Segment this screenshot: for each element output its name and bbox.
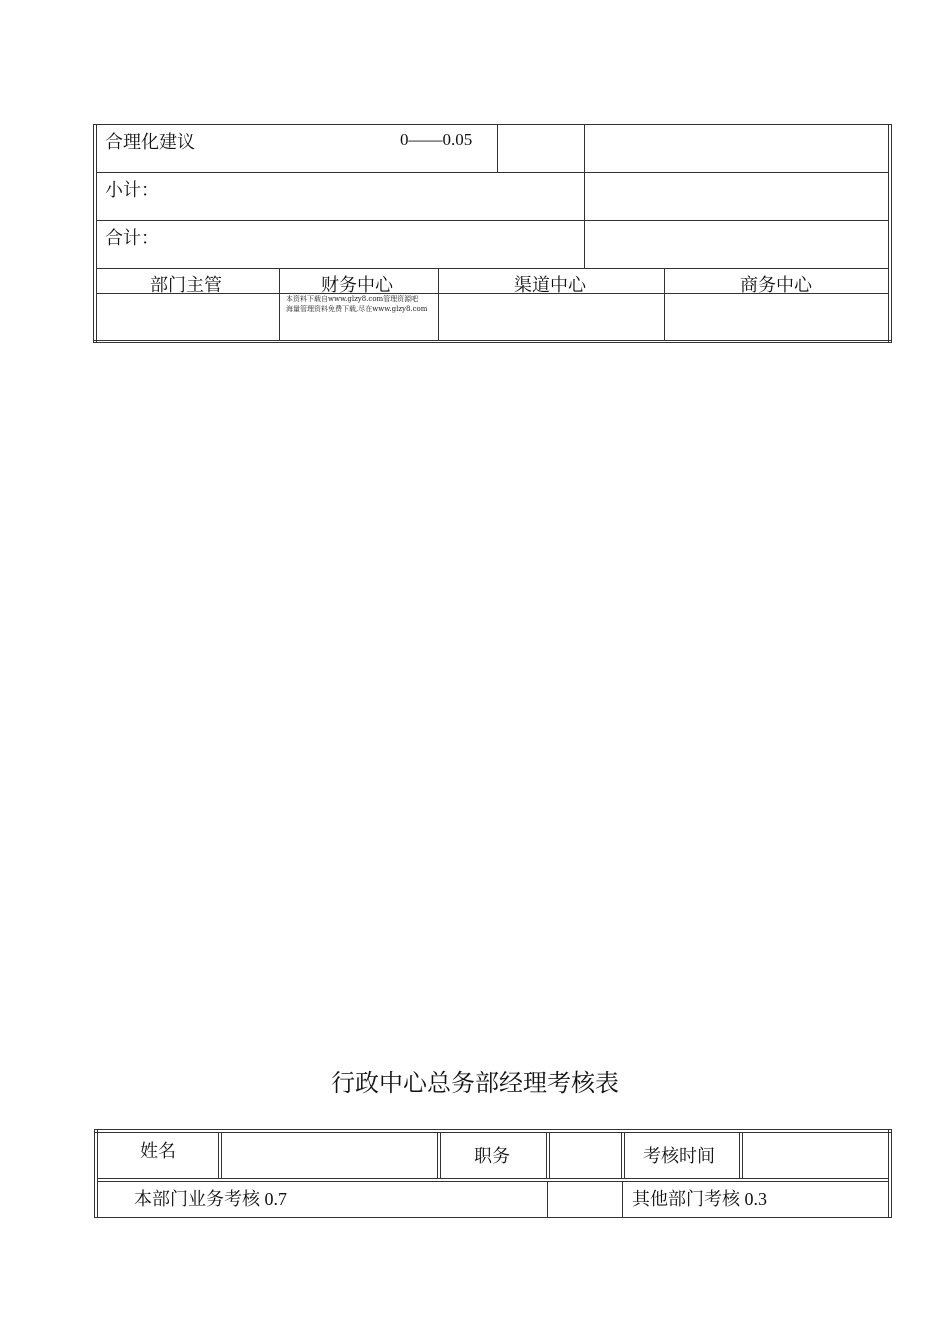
signoff-header-channel: 渠道中心 bbox=[514, 275, 586, 296]
position-label: 职务 bbox=[474, 1146, 510, 1166]
signoff-header-business: 商务中心 bbox=[740, 275, 812, 296]
name-label: 姓名 bbox=[140, 1141, 176, 1161]
dept-review-score-field[interactable] bbox=[548, 1182, 622, 1217]
signoff-header-finance: 财务中心 bbox=[321, 275, 393, 296]
suggestion-range: 0——0.05 bbox=[400, 130, 473, 149]
review-time-field[interactable] bbox=[743, 1133, 888, 1178]
suggestion-label: 合理化建议 bbox=[105, 132, 195, 152]
page-title: 行政中心总务部经理考核表 bbox=[331, 1069, 619, 1097]
name-field[interactable] bbox=[222, 1133, 437, 1178]
subtotal-label: 小计： bbox=[105, 180, 159, 200]
total-label: 合计： bbox=[105, 228, 159, 248]
review-time-label: 考核时间 bbox=[643, 1146, 715, 1166]
signoff-header-dept-head: 部门主管 bbox=[150, 275, 222, 296]
watermark bbox=[286, 294, 436, 314]
watermark-line-2: 海量管理资料免费下载,尽在www.glzy8.com bbox=[286, 305, 428, 313]
watermark-line-1: 本资料下载自www.glzy8.com管理资源吧 bbox=[286, 295, 419, 303]
position-field[interactable] bbox=[550, 1133, 621, 1178]
dept-review-label: 本部门业务考核 0.7 bbox=[134, 1189, 287, 1209]
other-dept-review-label: 其他部门考核 0.3 bbox=[632, 1189, 767, 1209]
